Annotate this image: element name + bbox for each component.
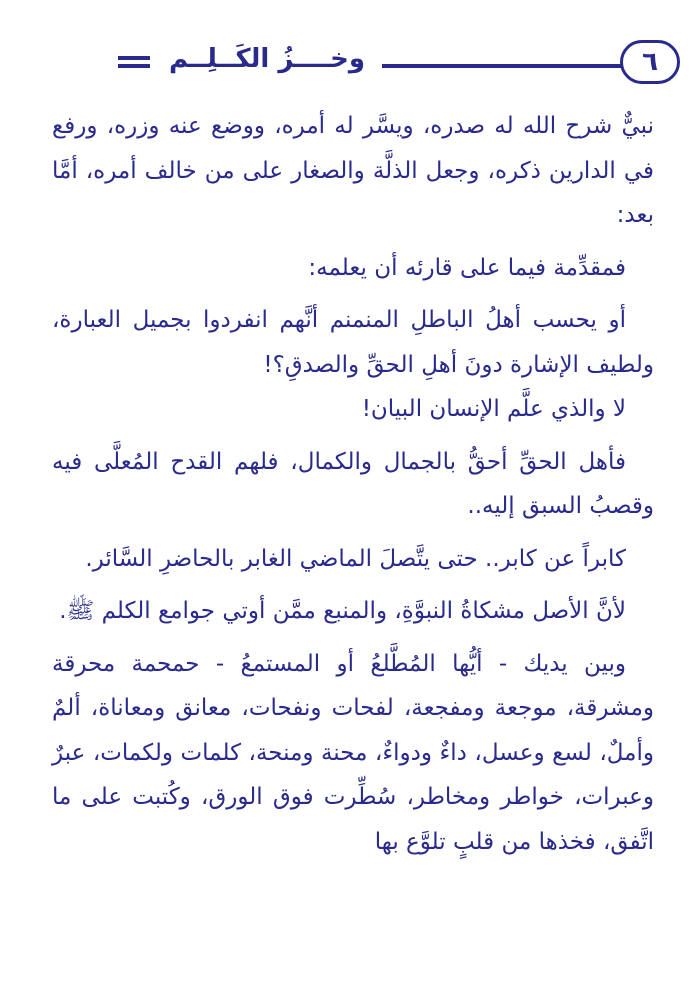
paragraph-6: كابراً عن كابر.. حتى يتَّصلَ الماضي الغابر بالحاضرِ السَّائر.	[85, 545, 626, 572]
paragraph-1: نبيٌّ شرح الله له صدره، ويسَّر له أمره، ووضع عنه وزره، ورفع في الدارين ذكره، وجعل الذلَّة والصغار على من خالف أمره، أمَّا بعد:	[52, 113, 654, 228]
header-rule-left	[118, 64, 150, 68]
header-rule-left-top	[118, 56, 150, 60]
page-body-text	[52, 104, 654, 864]
paragraph-8: وبين يديك - أيُّها المُطَّلعُ أو المستمعُ - حمحمة محرقة ومشرقة، موجعة ومفجعة، لفحات ونفحات، معانق ومعاناة، ألمٌ وأملٌ، لسع وعسل، داءٌ ودواءٌ، محنة ومنحة، كلمات ولكمات، عبرٌ وعبرات، خواطر ومخاطر، سُطِّرت فوق الورق، وكُتبت على ما اتَّفق، فخذها من قلبٍ تلوَّع بها	[52, 650, 654, 855]
paragraph-3: أو يحسب أهلُ الباطلِ المنمنم أنَّهم انفردوا بجميل العبارة، ولطيف الإشارة دونَ أهلِ الحقِّ والصدقِ؟!	[52, 307, 654, 378]
header-rule-right	[382, 64, 622, 68]
running-title: وخــــزُ الكَــلِــم	[168, 44, 365, 74]
paragraph-5: فأهل الحقِّ أحقُّ بالجمال والكمال، فلهم القدح المُعلَّى فيه وقصبُ السبق إليه..	[52, 448, 654, 519]
paragraph-7: لأنَّ الأصل مشكاةُ النبوَّةِ، والمنبع ممَّن أوتي جوامع الكلم ﷺ.	[59, 598, 626, 624]
running-header	[40, 38, 666, 88]
paragraph-4: لا والذي علَّم الإنسان البيان!	[361, 396, 626, 422]
paragraph-2: فمقدِّمة فيما على قارئه أن يعلمه:	[308, 254, 626, 281]
page-number: ٦	[620, 40, 680, 84]
